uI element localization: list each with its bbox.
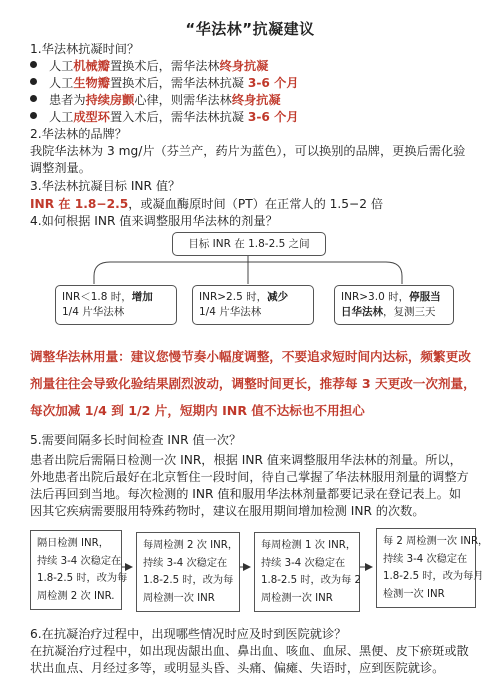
bullet-highlight: 生物瓣 [73,76,110,90]
section3-target-range: INR 在 1.8−2.5 [30,197,129,211]
bullet-text: 置入术后，需华法林抗凝 [109,110,248,124]
flow-step-line: 持续 3-4 次稳定在 [383,553,468,565]
flow-step-line: 每周检测 2 次 INR， [143,540,239,551]
section5-body: 患者出院后需隔日检测一次 INR，根据 INR 值来调整服用华法林的剂量。所以，外地患者出院后最好在北京暂住一段时间，待自己掌握了华法林服用剂量的调整方法后再回到当地。每次检测的 INR 值和服用华法林剂量都要记录在登记表上。如因其它疾病需要服用特殊药物时，建议在服用期间增加检测 INR 的次数。 [30,453,469,518]
flow-step-line: 1.8-2.5 时，改为每月 [383,571,484,582]
bullet-text: 患者为 [49,93,86,107]
document-title: “华法林”抗凝建议 [185,20,315,38]
bullet-highlight: 机械瓣 [73,59,110,73]
flow-step-line: 持续 3-4 次稳定在 [143,557,228,569]
flow-step-box [136,532,240,612]
inr-very-high-action-cont: 日华法林 [341,306,383,318]
flow-step-line: 隔日检测 INR， [37,538,109,549]
inr-very-high-action: 停服当 [409,291,441,303]
inr-low-action: 增加 [131,291,153,303]
bullet-text: 人工 [49,76,74,90]
section3-heading: 3.华法林抗凝目标 INR 值？ [30,179,181,193]
dosage-adjustment-advice: 调整华法林用量：建议您慢节奏小幅度调整，不要追求短时间内达标，频繁更改剂量往往会导致化验结果剧烈波动，调整时间更长，推荐每 3 天更改一次剂量，每次加减 1/4 到 1/2 片，短期内 INR 值不达标也不用担心 [30,349,476,418]
flow-step-box [376,528,489,608]
bullet-text: 心律，则需华法林 [134,93,232,107]
flow-step-line: 每周检测 1 次 INR， [261,540,357,551]
section4-heading: 4.如何根据 INR 值来调整服用华法林的剂量？ [30,214,278,228]
flow-step-line: 周检测一次 INR [261,592,333,604]
section5-heading: 5.需要间隔多长时间检查 INR 值一次？ [30,433,242,447]
inr-high-amount: 1/4 片华法林 [199,306,262,318]
section6-body: 在抗凝治疗过程中，如出现齿龈出血、鼻出血、咳血、血尿、黑便、皮下瘀斑或散状出血点、月经过多等，或明显头昏、头痛、偏瘫、失语时，应到医院就诊。 [30,644,469,675]
inr-very-high-retest: ，复测三天 [383,306,436,318]
section2-heading: 2.华法林的品牌？ [30,127,127,141]
bullet-highlight: 3-6 个月 [247,76,299,90]
section2-body: 我院华法林为 3 mg/片（芬兰产，药片为蓝色），可以换别的品牌，更换后需化验调整剂量。 [30,144,466,175]
bullet-highlight: 成型环 [73,110,110,124]
bullet-text: 置换术后，需华法林抗凝 [109,76,248,90]
flow-step-line: 持续 3-4 次稳定在 [261,557,346,569]
flow-step-box [254,532,360,612]
flow-step-line: 1.8-2.5 时，改为每 2 [261,575,361,586]
inr-high-condition: INR>2.5 时， [199,291,268,303]
flow-step-line: 周检测 2 次 INR. [37,590,115,602]
inr-very-high-condition: INR>3.0 时， [341,291,410,303]
bullet-text: 人工 [49,110,74,124]
section1-heading: 1.华法林抗凝时间？ [30,42,140,56]
bullet-highlight: 终身抗凝 [231,93,281,107]
bullet-text: 置换术后，需华法林 [109,59,220,73]
flow-step-line: 1.8-2.5 时，改为每 [37,573,128,584]
inr-high-action: 减少 [267,291,289,303]
inr-low-condition: INR＜1.8 时， [62,291,132,303]
inr-target-box: 目标 INR 在 1.8-2.5 之间 [172,232,326,256]
bullet-highlight: 终身抗凝 [219,59,269,73]
flow-step-line: 检测一次 INR [383,588,445,600]
flow-step-line: 每 2 周检测一次 INR， [383,536,489,547]
flow-step-line: 周检测一次 INR [143,592,215,604]
flow-step-box [30,530,128,610]
flow-step-line: 持续 3-4 次稳定在 [37,555,122,567]
bullet-highlight: 3-6 个月 [247,110,299,124]
section3-body-rest: ，或凝血酶原时间（PT）在正常人的 1.5−2 倍 [128,197,384,211]
inr-low-amount: 1/4 片华法林 [62,306,125,318]
bullet-highlight: 持续房颤 [85,93,135,107]
flow-step-line: 1.8-2.5 时，改为每 [143,575,234,586]
bullet-text: 人工 [49,59,74,73]
section6-heading: 6.在抗凝治疗过程中，出现哪些情况时应及时到医院就诊？ [30,627,347,641]
